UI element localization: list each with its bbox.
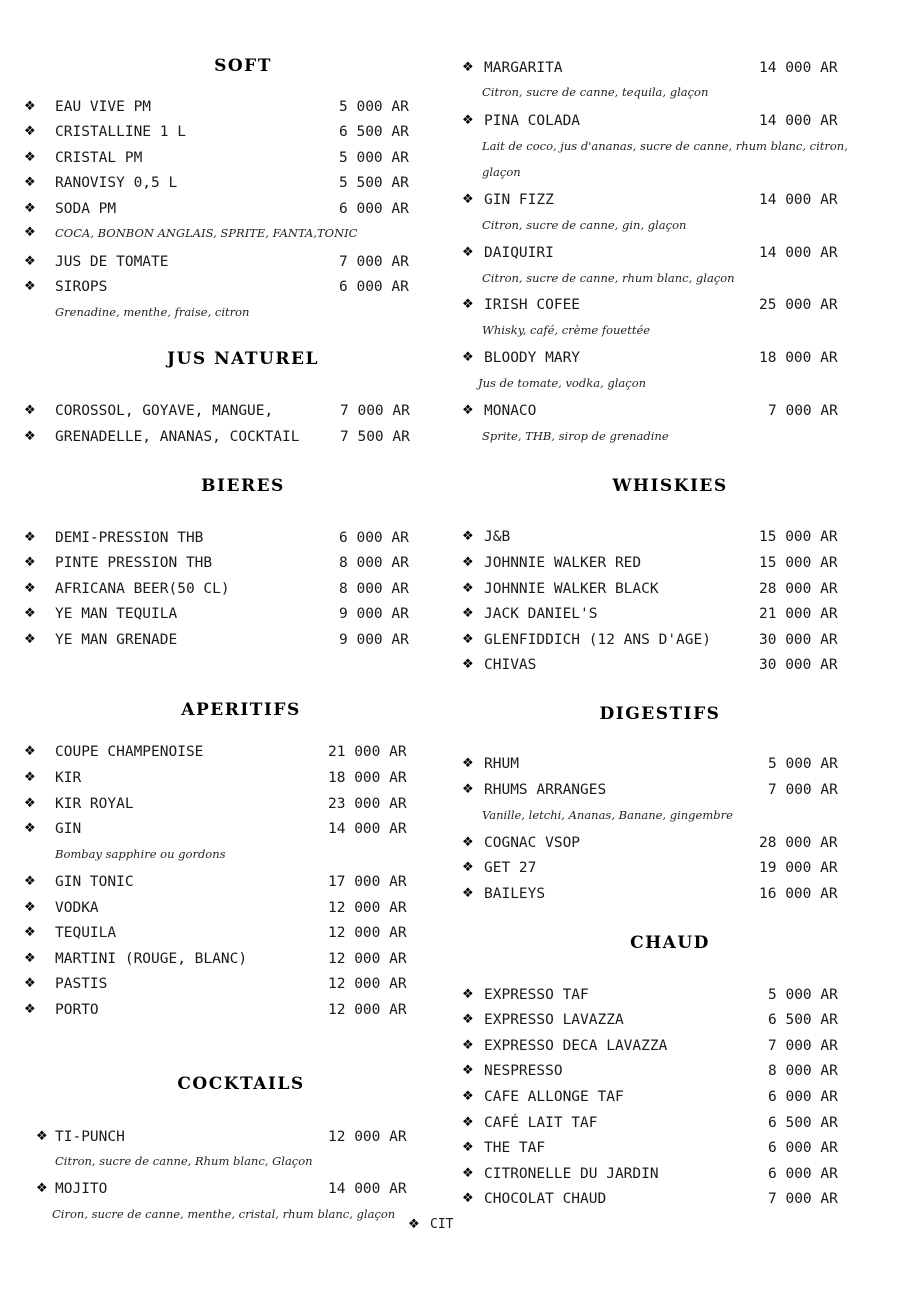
section-title-whiskies: WHISKIES [612,476,728,496]
bullet-icon: ❖ [24,925,36,940]
bullet-icon: ❖ [24,175,36,190]
item-name: DEMI-PRESSION THB [55,530,204,546]
bullet-icon: ❖ [36,1129,48,1144]
item-name: J&B [484,529,511,545]
bullet-icon: ❖ [24,874,36,889]
item-price: 5 000 AR [768,756,838,772]
bullet-icon: ❖ [462,192,474,207]
item-price: 19 000 AR [759,860,838,876]
item-name: DAIQUIRI [484,245,554,261]
bullet-icon: ❖ [36,1181,48,1196]
item-price: 21 000 AR [759,606,838,622]
item-name: CRISTALLINE 1 L [55,124,186,140]
section-title-cocktails: COCKTAILS [177,1074,305,1094]
item-price: 7 000 AR [339,254,409,270]
bullet-icon: ❖ [24,530,36,545]
bullet-icon: ❖ [462,245,474,260]
item-price: 7 000 AR [340,403,410,419]
item-name: PINTE PRESSION THB [55,555,213,571]
bullet-icon: ❖ [24,555,36,570]
item-name: BAILEYS [484,886,546,902]
bullet-icon: ❖ [24,744,36,759]
bullet-icon: ❖ [462,606,474,621]
section-title-bieres: BIERES [201,476,285,496]
item-name: SODA PM [55,201,117,217]
item-name: KIR [55,770,82,786]
item-price: 8 000 AR [339,555,409,571]
bullet-icon: ❖ [24,632,36,647]
section-title-digestifs: DIGESTIFS [599,704,721,724]
bullet-icon: ❖ [24,900,36,915]
item-description: Vanille, letchi, Ananas, Banane, gingembre [482,808,733,822]
bullet-icon: ❖ [462,529,474,544]
item-description: Whisky, café, crème fouettée [482,323,651,337]
item-price: 5 000 AR [339,150,409,166]
item-name: CITRONELLE DU JARDIN [484,1166,659,1182]
bullet-icon: ❖ [24,254,36,269]
item-price: 30 000 AR [759,632,838,648]
bullet-icon: ❖ [462,297,474,312]
item-price: 21 000 AR [328,744,407,760]
bullet-icon: ❖ [462,632,474,647]
bullet-icon: ❖ [24,581,36,596]
bullet-icon: ❖ [462,1063,474,1078]
item-price: 5 000 AR [768,987,838,1003]
bullet-icon: ❖ [24,1002,36,1017]
bullet-icon: ❖ [462,1038,474,1053]
item-price: 7 000 AR [768,1038,838,1054]
bullet-icon: ❖ [462,113,474,128]
item-name: RHUM [484,756,519,772]
item-name: THE TAF [484,1140,546,1156]
bullet-icon: ❖ [462,1012,474,1027]
bullet-icon: ❖ [24,225,36,240]
item-name: COUPE CHAMPENOISE [55,744,204,760]
item-price: 7 000 AR [768,403,838,419]
item-price: 5 500 AR [339,175,409,191]
bullet-icon: ❖ [24,99,36,114]
section-title-soft: SOFT [214,56,272,76]
bullet-icon: ❖ [24,150,36,165]
item-name: YE MAN TEQUILA [55,606,178,622]
item-name: CAFÉ LAIT TAF [484,1115,598,1131]
item-name: PASTIS [55,976,108,992]
item-price: 9 000 AR [339,606,409,622]
item-name: PORTO [55,1002,99,1018]
item-price: 18 000 AR [759,350,838,366]
item-name: KIR ROYAL [55,796,134,812]
item-description: Sprite, THB, sirop de grenadine [482,429,669,443]
item-name: PINA COLADA [484,113,581,129]
item-description: Jus de tomate, vodka, glaçon [478,376,647,390]
item-name: GIN TONIC [55,874,134,890]
item-price: 8 000 AR [339,581,409,597]
item-price: 12 000 AR [328,1002,407,1018]
item-price: 15 000 AR [759,555,838,571]
bullet-icon: ❖ [462,886,474,901]
item-price: 28 000 AR [759,835,838,851]
item-name: GLENFIDDICH (12 ANS D'AGE) [484,632,711,648]
item-price: 12 000 AR [328,976,407,992]
item-price: 12 000 AR [328,1129,407,1145]
item-name: VODKA [55,900,99,916]
item-price: 25 000 AR [759,297,838,313]
item-name: JOHNNIE WALKER RED [484,555,642,571]
bullet-icon: ❖ [24,201,36,216]
bullet-icon: ❖ [462,60,474,75]
item-name: RHUMS ARRANGES [484,782,607,798]
item-price: 6 000 AR [339,201,409,217]
bullet-icon: ❖ [24,821,36,836]
bullet-icon: ❖ [462,403,474,418]
bullet-icon: ❖ [462,555,474,570]
item-name: BLOODY MARY [484,350,581,366]
item-price: 14 000 AR [328,821,407,837]
item-name: COGNAC VSOP [484,835,581,851]
item-name: NESPRESSO [484,1063,563,1079]
item-name: JOHNNIE WALKER BLACK [484,581,659,597]
item-price: 28 000 AR [759,581,838,597]
item-name: JUS DE TOMATE [55,254,169,270]
item-price: 17 000 AR [328,874,407,890]
item-price: 6 000 AR [768,1166,838,1182]
bullet-icon: ❖ [24,429,36,444]
item-name: RANOVISY 0,5 L [55,175,178,191]
item-price: 16 000 AR [759,886,838,902]
bullet-icon: ❖ [462,1089,474,1104]
item-name: MOJITO [55,1181,108,1197]
item-name: SIROPS [55,279,108,295]
bullet-icon: ❖ [462,987,474,1002]
item-description: Citron, sucre de canne, rhum blanc, glaçon [482,271,735,285]
item-name: MONACO [484,403,537,419]
item-price: 14 000 AR [328,1181,407,1197]
item-name: IRISH COFEE [484,297,581,313]
section-title-aperitifs: APERITIFS [181,700,301,720]
section-title-chaud: CHAUD [630,933,710,953]
item-price: 6 500 AR [339,124,409,140]
item-name: GIN FIZZ [484,192,554,208]
item-price: 8 000 AR [768,1063,838,1079]
item-price: 7 500 AR [340,429,410,445]
bullet-icon: ❖ [24,976,36,991]
bullet-icon: ❖ [462,835,474,850]
item-name: CRISTAL PM [55,150,143,166]
item-price: 18 000 AR [328,770,407,786]
item-name: AFRICANA BEER(50 CL) [55,581,230,597]
item-name: EAU VIVE PM [55,99,152,115]
bullet-icon: ❖ [462,581,474,596]
item-price: 12 000 AR [328,951,407,967]
item-description: Citron, sucre de canne, Rhum blanc, Glaçon [55,1154,313,1168]
item-description: Citron, sucre de canne, tequila, glaçon [482,85,709,99]
item-price: 7 000 AR [768,782,838,798]
item-price: 14 000 AR [759,245,838,261]
item-name: EXPRESSO LAVAZZA [484,1012,624,1028]
bullet-icon: ❖ [24,796,36,811]
item-name: COROSSOL, GOYAVE, MANGUE, [55,403,274,419]
item-description: Ciron, sucre de canne, menthe, cristal, rhum blanc, glaçon [52,1207,396,1221]
item-name: YE MAN GRENADE [55,632,178,648]
item-name: MARTINI (ROUGE, BLANC) [55,951,248,967]
bullet-icon: ❖ [462,1140,474,1155]
item-price: 14 000 AR [759,192,838,208]
item-price: 7 000 AR [768,1191,838,1207]
bullet-icon: ❖ [24,770,36,785]
item-name: GIN [55,821,82,837]
bullet-icon: ❖ [462,782,474,797]
bullet-icon: ❖ [462,756,474,771]
item-name: MARGARITA [484,60,563,76]
item-price: 30 000 AR [759,657,838,673]
item-price: 6 500 AR [768,1012,838,1028]
item-name: TEQUILA [55,925,117,941]
item-description: Citron, sucre de canne, gin, glaçon [482,218,687,232]
item-price: 14 000 AR [759,60,838,76]
item-price: 15 000 AR [759,529,838,545]
bullet-icon: ❖ [408,1217,420,1232]
bullet-icon: ❖ [24,951,36,966]
item-price: 6 000 AR [339,279,409,295]
bullet-icon: ❖ [462,1166,474,1181]
bullet-icon: ❖ [24,124,36,139]
bullet-icon: ❖ [24,279,36,294]
item-price: 14 000 AR [759,113,838,129]
item-description: COCA, BONBON ANGLAIS, SPRITE, FANTA,TONIC [55,226,358,240]
bullet-icon: ❖ [24,403,36,418]
item-name: JACK DANIEL'S [484,606,598,622]
item-name: CIT [430,1217,454,1232]
bullet-icon: ❖ [24,606,36,621]
bullet-icon: ❖ [462,860,474,875]
item-price: 9 000 AR [339,632,409,648]
item-name: GRENADELLE, ANANAS, COCKTAIL [55,429,300,445]
item-description: Grenadine, menthe, fraise, citron [55,305,250,319]
item-description: Bombay sapphire ou gordons [55,847,226,861]
item-name: EXPRESSO TAF [484,987,589,1003]
item-name: GET 27 [484,860,537,876]
item-price: 6 000 AR [768,1140,838,1156]
item-price: 12 000 AR [328,900,407,916]
item-name: TI-PUNCH [55,1129,125,1145]
item-price: 6 000 AR [339,530,409,546]
item-name: CAFE ALLONGE TAF [484,1089,624,1105]
item-price: 6 000 AR [768,1089,838,1105]
bullet-icon: ❖ [462,657,474,672]
item-name: CHOCOLAT CHAUD [484,1191,607,1207]
bullet-icon: ❖ [462,350,474,365]
bullet-icon: ❖ [462,1191,474,1206]
item-name: EXPRESSO DECA LAVAZZA [484,1038,668,1054]
section-title-jus-naturel: JUS NATUREL [167,349,319,369]
item-price: 12 000 AR [328,925,407,941]
item-name: CHIVAS [484,657,537,673]
item-description: Lait de coco, jus d'ananas, sucre de canne, rhum blanc, citron, glaçon [482,139,848,179]
bullet-icon: ❖ [462,1115,474,1130]
item-price: 5 000 AR [339,99,409,115]
item-price: 23 000 AR [328,796,407,812]
item-price: 6 500 AR [768,1115,838,1131]
